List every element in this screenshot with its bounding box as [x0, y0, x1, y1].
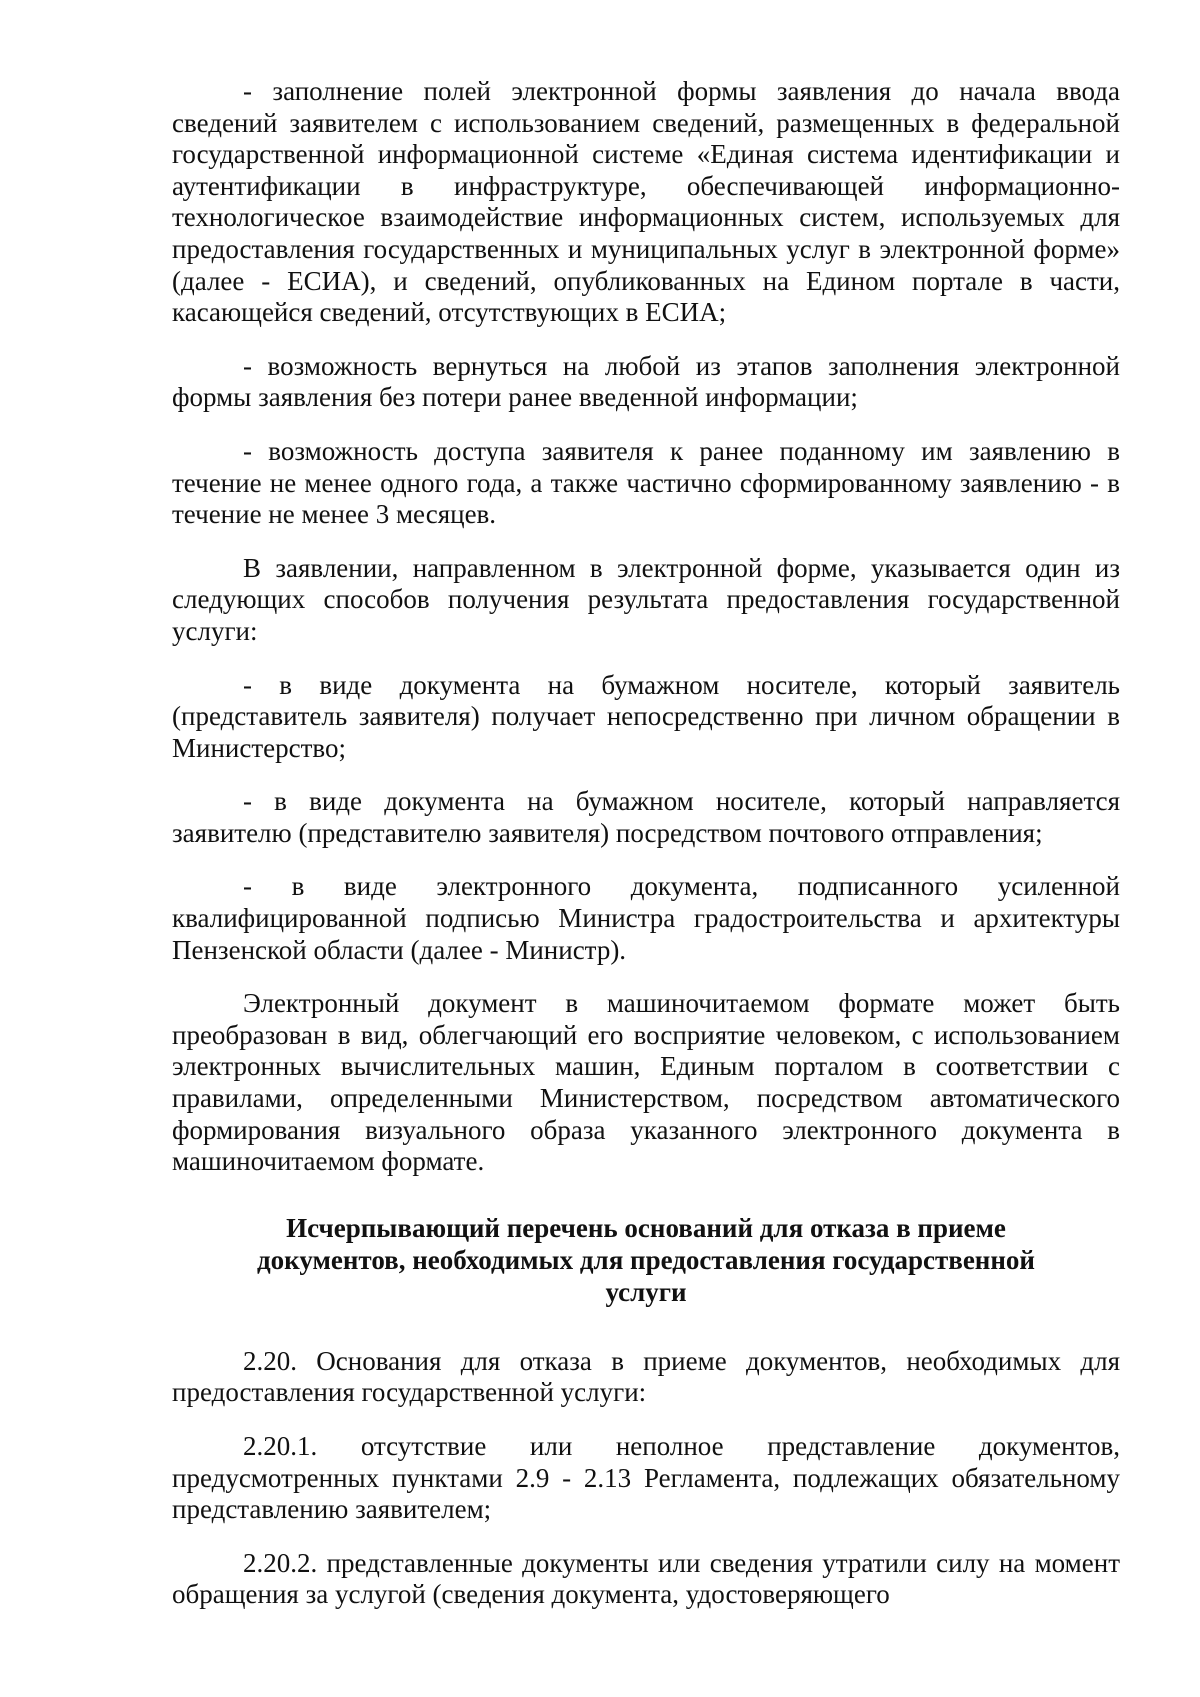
paragraph-result-methods: В заявлении, направленном в электронной форме, указывается один из следующих способов получения результата предоставления государственной услуги: [172, 552, 1120, 646]
section-heading [172, 1212, 1120, 1308]
document-page [172, 76, 1120, 1633]
paragraph-access-application: - возможность доступа заявителя к ранее поданному им заявлению в течение не менее одного года, а также частично сформированному заявлению - в течение не менее 3 месяцев. [172, 435, 1120, 530]
section-heading-line: Исчерпывающий перечень оснований для отказа в приеме [286, 1212, 1006, 1243]
paragraph-2-20-1: 2.20.1. отсутствие или неполное представление документов, предусмотренных пунктами 2.9 - 2.13 Регламента, подлежащих обязательному представлению заявителем; [172, 1431, 1120, 1525]
paragraph-2-20-2: 2.20.2. представленные документы или сведения утратили силу на момент обращения за услугой (сведения документа, удостоверяющего [172, 1547, 1120, 1610]
paragraph-paper-by-mail: - в виде документа на бумажном носителе, который направляется заявителю (представителю заявителя) посредством почтового отправления; [172, 786, 1120, 848]
section-heading-line: документов, необходимых для предоставления государственной [257, 1244, 1035, 1275]
paragraph-electronic-signed: - в виде электронного документа, подписанного усиленной квалифицированной подписью Министра градостроительства и архитектуры Пензенской области (далее - Министр). [172, 871, 1120, 965]
paragraph-machine-readable: Электронный документ в машиночитаемом формате может быть преобразован в вид, облегчающий его восприятие человеком, с использованием электронных вычислительных машин, Единым порталом в соответствии с правилами, определенными Министерством, посредством автоматического формирования визуального образа указанного электронного документа в машиночитаемом формате. [172, 988, 1120, 1177]
paragraph-2-20: 2.20. Основания для отказа в приеме документов, необходимых для предоставления государственной услуги: [172, 1345, 1120, 1408]
paragraph-return-to-step: - возможность вернуться на любой из этапов заполнения электронной формы заявления без потери ранее введенной информации; [172, 350, 1120, 413]
paragraph-esia-prefill: - заполнение полей электронной формы заявления до начала ввода сведений заявителем с использованием сведений, размещенных в федеральной государственной информационной системе «Единая система идентификации и аутентификации в инфраструктуре, обеспечивающей информационно-технологическое взаимодействие информационных систем, используемых для предоставления государственных и муниципальных услуг в электронной форме» (далее - ЕСИА), и сведений, опубликованных на Едином портале в части, касающейся сведений, отсутствующих в ЕСИА; [172, 76, 1120, 328]
section-heading-line: услуги [605, 1276, 687, 1307]
paragraph-paper-in-person: - в виде документа на бумажном носителе, который заявитель (представитель заявителя) получает непосредственно при личном обращении в Министерство; [172, 669, 1120, 763]
